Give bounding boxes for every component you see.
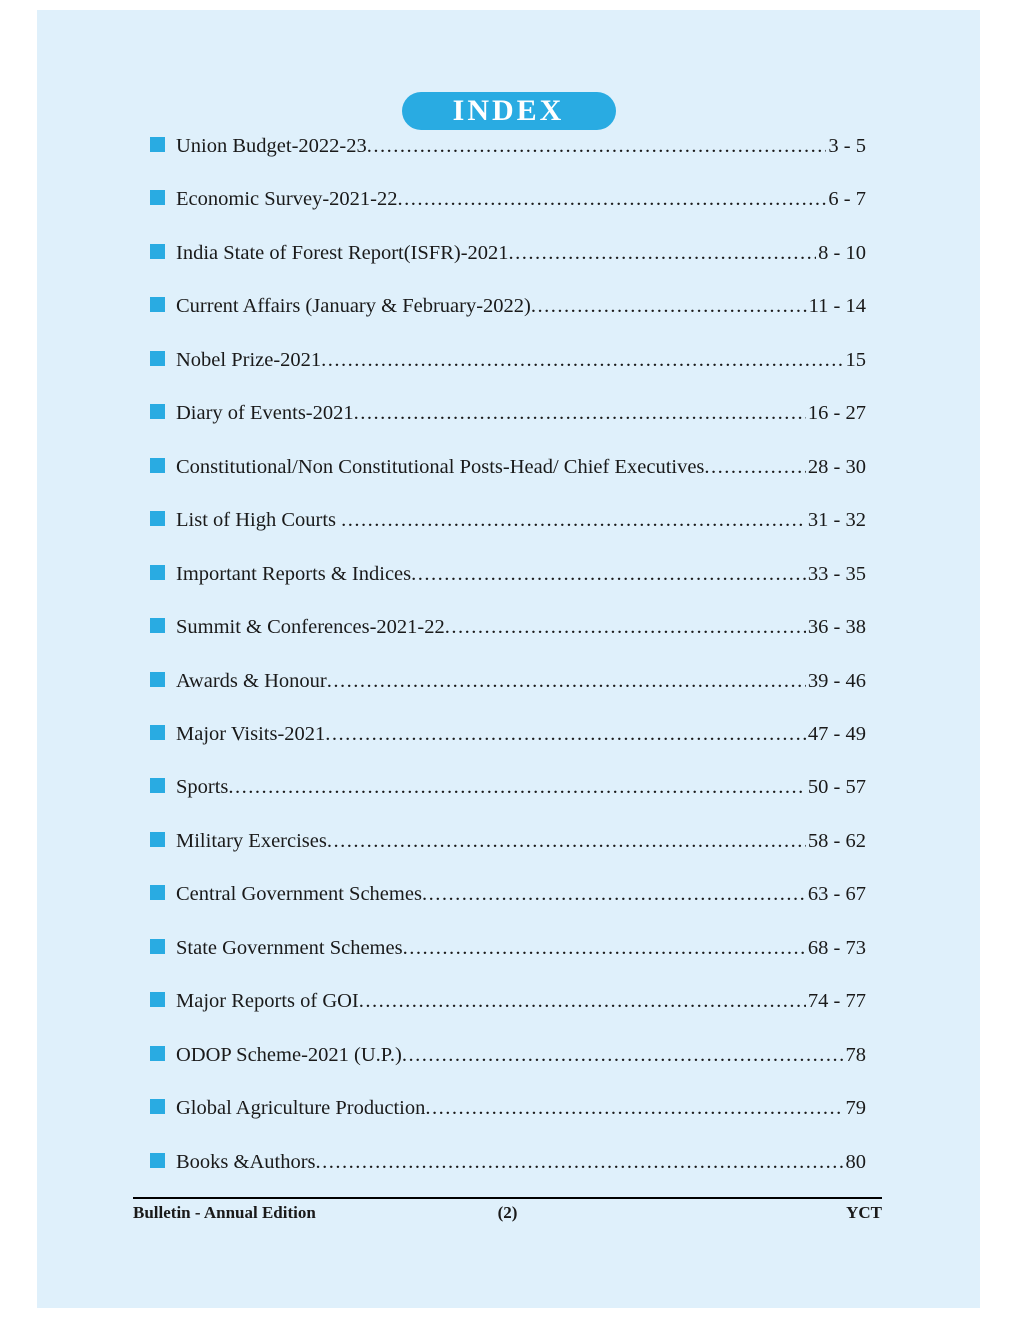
bullet-square-icon xyxy=(150,832,165,847)
bullet-square-icon xyxy=(150,190,165,205)
entry-title: Constitutional/Non Constitutional Posts-Head/ Chief Executives xyxy=(176,455,705,478)
bullet-square-icon xyxy=(150,565,165,580)
index-entry xyxy=(150,601,866,654)
dot-leader xyxy=(354,387,806,440)
index-entry xyxy=(150,1082,866,1135)
dot-leader xyxy=(422,868,806,921)
bullet-square-icon xyxy=(150,404,165,419)
bullet-square-icon xyxy=(150,672,165,687)
entry-page-range: 50 - 57 xyxy=(807,776,866,799)
entry-title: Books &Authors xyxy=(176,1150,316,1173)
entry-page-range: 31 - 32 xyxy=(807,509,866,532)
entry-title: Military Exercises xyxy=(176,829,327,852)
entry-title: State Government Schemes xyxy=(176,936,403,959)
bullet-square-icon xyxy=(150,618,165,633)
index-entry xyxy=(150,441,866,494)
dot-leader xyxy=(445,601,806,654)
entry-page-range: 58 - 62 xyxy=(807,829,866,852)
entry-title: Central Government Schemes xyxy=(176,883,422,906)
index-entry xyxy=(150,708,866,761)
dot-leader xyxy=(509,227,817,280)
entry-page-range: 3 - 5 xyxy=(828,135,866,157)
index-entry xyxy=(150,761,866,814)
dot-leader xyxy=(704,441,806,494)
index-entry xyxy=(150,227,866,280)
entry-page-range: 39 - 46 xyxy=(807,669,866,692)
index-entry xyxy=(150,173,866,226)
index-entry xyxy=(150,655,866,708)
entry-title: Major Reports of GOI xyxy=(176,990,359,1013)
dot-leader xyxy=(359,975,806,1028)
bullet-square-icon xyxy=(150,297,165,312)
index-entry xyxy=(150,922,866,975)
entry-page-range: 80 xyxy=(845,1150,866,1173)
bullet-square-icon xyxy=(150,939,165,954)
page-title: INDEX xyxy=(402,92,616,130)
entry-page-range: 6 - 7 xyxy=(828,188,866,211)
index-entry xyxy=(150,1029,866,1082)
entry-title: Economic Survey-2021-22 xyxy=(176,188,398,211)
entry-title: Nobel Prize-2021 xyxy=(176,348,322,371)
index-list xyxy=(150,120,866,1189)
index-entry xyxy=(150,548,866,601)
entry-page-range: 47 - 49 xyxy=(807,722,866,745)
dot-leader xyxy=(402,1029,844,1082)
entry-page-range: 63 - 67 xyxy=(807,883,866,906)
index-entry xyxy=(150,387,866,440)
index-entry xyxy=(150,975,866,1028)
index-entry xyxy=(150,334,866,387)
entry-page-range: 36 - 38 xyxy=(807,616,866,639)
bullet-square-icon xyxy=(150,511,165,526)
page-footer xyxy=(133,1197,882,1223)
dot-leader xyxy=(316,1136,844,1189)
entry-title: List of High Courts xyxy=(176,509,342,532)
dot-leader xyxy=(531,280,807,333)
index-entry xyxy=(150,280,866,333)
footer-page-number: (2) xyxy=(497,1203,518,1222)
dot-leader xyxy=(411,548,806,601)
entry-title: Awards & Honour xyxy=(176,669,327,692)
dot-leader xyxy=(228,761,806,814)
footer-edition-label: Bulletin - Annual Edition xyxy=(133,1203,316,1222)
entry-page-range: 11 - 14 xyxy=(808,295,866,318)
entry-title: India State of Forest Report(ISFR)-2021 xyxy=(176,241,509,264)
bullet-square-icon xyxy=(150,1099,165,1114)
dot-leader xyxy=(341,494,806,547)
entry-title: ODOP Scheme-2021 (U.P.) xyxy=(176,1043,402,1066)
dot-leader xyxy=(397,173,826,226)
index-entry xyxy=(150,1136,866,1189)
bullet-square-icon xyxy=(150,1046,165,1061)
bullet-square-icon xyxy=(150,351,165,366)
dot-leader xyxy=(403,922,806,975)
entry-title: Current Affairs (January & February-2022) xyxy=(176,295,531,318)
bullet-square-icon xyxy=(150,725,165,740)
dot-leader xyxy=(367,120,827,173)
bullet-square-icon xyxy=(150,137,165,152)
bullet-square-icon xyxy=(150,778,165,793)
document-page xyxy=(37,10,980,1308)
index-entry xyxy=(150,815,866,868)
index-entry xyxy=(150,120,866,173)
dot-leader xyxy=(425,1082,843,1135)
dot-leader xyxy=(327,655,806,708)
entry-title: Major Visits-2021 xyxy=(176,722,326,745)
bullet-square-icon xyxy=(150,244,165,259)
footer-publisher-label: YCT xyxy=(846,1203,883,1222)
entry-page-range: 16 - 27 xyxy=(807,402,866,425)
bullet-square-icon xyxy=(150,885,165,900)
entry-title: Summit & Conferences-2021-22 xyxy=(176,616,445,639)
entry-title: Global Agriculture Production xyxy=(176,1097,426,1120)
entry-page-range: 78 xyxy=(845,1043,866,1066)
entry-title: Sports xyxy=(176,776,229,799)
entry-page-range: 8 - 10 xyxy=(818,241,866,264)
dot-leader xyxy=(325,708,806,761)
bullet-square-icon xyxy=(150,1153,165,1168)
entry-page-range: 15 xyxy=(845,348,866,371)
entry-page-range: 28 - 30 xyxy=(807,455,866,478)
bullet-square-icon xyxy=(150,992,165,1007)
bullet-square-icon xyxy=(150,458,165,473)
entry-page-range: 33 - 35 xyxy=(807,562,866,585)
entry-title: Union Budget-2022-23 xyxy=(176,135,367,157)
dot-leader xyxy=(327,815,806,868)
entry-page-range: 79 xyxy=(845,1097,866,1120)
entry-title: Diary of Events-2021 xyxy=(176,402,354,425)
dot-leader xyxy=(321,334,843,387)
entry-page-range: 74 - 77 xyxy=(807,990,866,1013)
entry-title: Important Reports & Indices xyxy=(176,562,412,585)
entry-page-range: 68 - 73 xyxy=(807,936,866,959)
index-entry xyxy=(150,868,866,921)
index-entry xyxy=(150,494,866,547)
